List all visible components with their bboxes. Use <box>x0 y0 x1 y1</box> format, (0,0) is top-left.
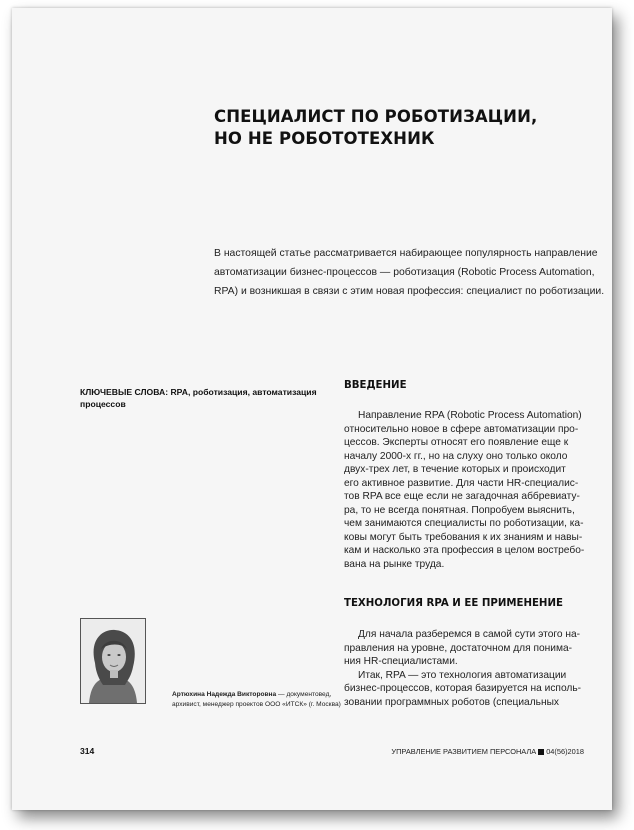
journal-page <box>12 8 612 810</box>
paragraph-line: Для начала разберемся в самой сути этого на- <box>358 629 581 640</box>
paragraph-line: ра, то не всегда понятная. Попробуем выяснить, <box>344 504 575 516</box>
author-portrait-icon <box>81 619 145 703</box>
author-role: — документовед, <box>276 691 332 698</box>
paragraph-line: двух-трех лет, в течение которых и происходит <box>344 464 566 476</box>
paragraph-line: кам и насколько эта профессия в целом востребо- <box>344 545 585 557</box>
journal-name: УПРАВЛЕНИЕ РАЗВИТИЕМ ПЕРСОНАЛА <box>391 747 537 756</box>
paragraph-line: ния HR-специалистами. <box>344 656 458 668</box>
abstract-line: автоматизации бизнес-процессов — роботизация (Robotic Process Automation, <box>214 267 595 278</box>
paragraph-line: зовании программных роботов (специальных <box>344 696 560 708</box>
paragraph-line: вана на рынке труда. <box>344 559 445 571</box>
paragraph-line: Направление RPA (Robotic Process Automation) <box>358 410 582 421</box>
paragraph-line: ковы могут быть требования к их знаниям и навы- <box>344 531 583 543</box>
article-title-line: НО НЕ РОБОТОТЕХНИК <box>214 129 435 148</box>
paragraph-line: началу 2000-х гг., но на слуху оно только около <box>344 450 568 462</box>
technology-paragraph <box>344 628 606 709</box>
author-name: Артюхина Надежда Викторовна <box>172 691 277 698</box>
journal-issue: 04(56)2018 <box>546 747 584 756</box>
intro-paragraph <box>344 409 606 572</box>
section-heading-technology: ТЕХНОЛОГИЯ RPA И ЕЕ ПРИМЕНЕНИЕ <box>344 598 563 609</box>
page-number: 314 <box>80 746 95 756</box>
paragraph-line: его активное развитие. Для части HR-специалис- <box>344 477 579 489</box>
author-info <box>172 690 342 710</box>
abstract-line: В настоящей статье рассматривается набирающее популярность направление <box>214 248 598 259</box>
article-title <box>214 106 574 150</box>
square-bullet-icon <box>538 749 544 755</box>
keywords-line: процессов <box>80 399 126 409</box>
article-abstract <box>214 244 605 301</box>
article-title-line: СПЕЦИАЛИСТ ПО РОБОТИЗАЦИИ, <box>214 107 538 126</box>
journal-footer <box>391 747 584 756</box>
section-heading-intro: ВВЕДЕНИЕ <box>344 380 407 391</box>
paragraph-line: чем занимаются специалисты по роботизации, ка- <box>344 518 584 530</box>
keywords <box>80 386 320 410</box>
author-line <box>172 690 342 700</box>
paragraph-line: тов RPA все еще если не загадочная аббревиату- <box>344 491 580 503</box>
abstract-line: RPA) и возникшая в связи с этим новая профессия: специалист по роботизации. <box>214 286 605 297</box>
paragraph-line: правления на уровне, достаточном для понима- <box>344 642 573 654</box>
paragraph-line: цессов. Эксперты относят его появление еще к <box>344 437 569 449</box>
keywords-line: КЛЮЧЕВЫЕ СЛОВА: RPA, роботизация, автоматизация <box>80 387 317 397</box>
paragraph-line: бизнес-процессов, которая базируется на исполь- <box>344 683 582 695</box>
author-photo <box>80 618 146 704</box>
paragraph-line: относительно новое в сфере автоматизации про- <box>344 423 579 435</box>
paragraph-line: Итак, RPA — это технология автоматизации <box>358 669 567 681</box>
author-line: архивист, менеджер проектов ООО «ИТСК» (г. Москва) <box>172 701 341 708</box>
